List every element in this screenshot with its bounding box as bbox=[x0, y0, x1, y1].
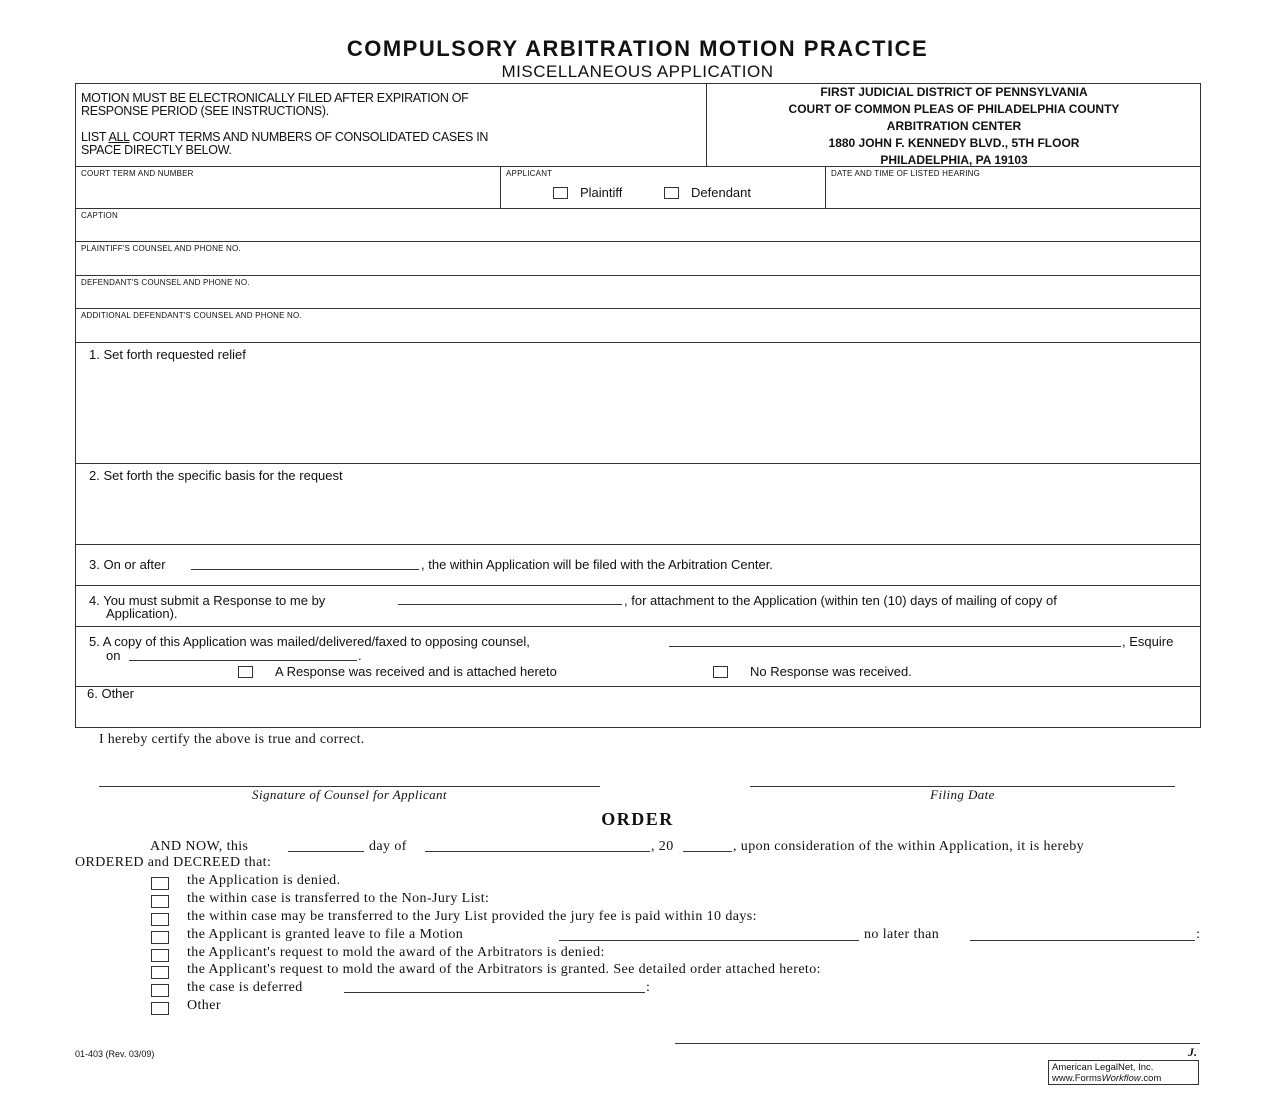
opposing-counsel-field[interactable] bbox=[669, 646, 1121, 647]
requested-relief-field[interactable] bbox=[78, 366, 1198, 460]
filing-date-label: Filing Date bbox=[930, 787, 995, 802]
order-checkbox-denied[interactable] bbox=[151, 877, 169, 890]
order-checkbox-motion[interactable] bbox=[151, 931, 169, 944]
order-year-field[interactable] bbox=[683, 851, 732, 852]
no-response-checkbox[interactable] bbox=[713, 666, 728, 678]
order-option-deferred: the case is deferred bbox=[187, 980, 303, 995]
no-response-label: No Response was received. bbox=[750, 664, 912, 679]
court-term-field[interactable] bbox=[78, 179, 498, 207]
order-day-field[interactable] bbox=[288, 851, 364, 852]
court-line4: 1880 JOHN F. KENNEDY BLVD., 5TH FLOOR bbox=[828, 136, 1080, 150]
plaintiff-checkbox[interactable] bbox=[553, 187, 568, 199]
caption-field[interactable] bbox=[78, 220, 1198, 240]
year-text: , 20 bbox=[651, 839, 674, 854]
vendor-line2: www.FormsWorkflow.com bbox=[1052, 1073, 1162, 1084]
item3-post: , the within Application will be filed with the Arbitration Center. bbox=[421, 557, 773, 572]
plaintiff-counsel-label: PLAINTIFF'S COUNSEL AND PHONE NO. bbox=[81, 244, 241, 253]
order-checkbox-mold-granted[interactable] bbox=[151, 966, 169, 979]
ordered-text: ORDERED and DECREED that: bbox=[75, 855, 272, 870]
instructions-line2: RESPONSE PERIOD (SEE INSTRUCTIONS). bbox=[81, 104, 329, 118]
court-line5: PHILADELPHIA, PA 19103 bbox=[880, 153, 1028, 167]
response-date-field[interactable] bbox=[398, 604, 622, 605]
applicant-label: APPLICANT bbox=[506, 169, 553, 178]
order-option-mold-granted: the Applicant's request to mold the award of the Arbitrators is granted. See detailed order attached hereto: bbox=[187, 962, 821, 977]
order-month-field[interactable] bbox=[425, 851, 650, 852]
other-field[interactable] bbox=[78, 702, 1198, 724]
basis-field[interactable] bbox=[78, 487, 1198, 541]
order-option-denied: the Application is denied. bbox=[187, 873, 341, 888]
plaintiff-counsel-field[interactable] bbox=[78, 253, 1198, 273]
form-title: COMPULSORY ARBITRATION MOTION PRACTICE bbox=[346, 36, 929, 61]
court-line2: COURT OF COMMON PLEAS OF PHILADELPHIA COUNTY bbox=[788, 102, 1120, 116]
item6-label: 6. Other bbox=[87, 686, 134, 701]
item5-on: on bbox=[106, 648, 121, 663]
defendant-checkbox[interactable] bbox=[664, 187, 679, 199]
order-checkbox-other[interactable] bbox=[151, 1002, 169, 1015]
order-option-other: Other bbox=[187, 998, 221, 1013]
item5-esquire: , Esquire bbox=[1122, 634, 1174, 649]
order-option-motion: the Applicant is granted leave to file a Motion bbox=[187, 927, 464, 942]
instructions-line1: MOTION MUST BE ELECTRONICALLY FILED AFTER EXPIRATION OF bbox=[81, 91, 469, 105]
item1-label: 1. Set forth requested relief bbox=[89, 347, 246, 362]
court-line1: FIRST JUDICIAL DISTRICT OF PENNSYLVANIA bbox=[820, 85, 1088, 99]
order-option-jury: the within case may be transferred to the Jury List provided the jury fee is paid within 10 days: bbox=[187, 909, 757, 924]
item4-pre: 4. You must submit a Response to me by bbox=[89, 593, 326, 608]
form-number: 01-403 (Rev. 03/09) bbox=[75, 1049, 155, 1059]
hearing-label: DATE AND TIME OF LISTED HEARING bbox=[831, 169, 981, 178]
order-checkbox-nonjury[interactable] bbox=[151, 895, 169, 908]
response-received-label: A Response was received and is attached hereto bbox=[275, 664, 557, 679]
instructions-line3: LIST ALL COURT TERMS AND NUMBERS OF CONSOLIDATED CASES IN bbox=[81, 130, 489, 144]
judge-signature-line[interactable] bbox=[675, 1043, 1200, 1044]
and-now-text: AND NOW, this bbox=[150, 839, 249, 854]
vendor-line1: American LegalNet, Inc. bbox=[1052, 1062, 1154, 1073]
caption-label: CAPTION bbox=[81, 211, 118, 220]
item5-pre: 5. A copy of this Application was mailed/delivered/faxed to opposing counsel, bbox=[89, 634, 530, 649]
item3-pre: 3. On or after bbox=[89, 557, 166, 572]
order-option-mold-denied: the Applicant's request to mold the award of the Arbitrators is denied: bbox=[187, 945, 605, 960]
order-checkbox-mold-denied[interactable] bbox=[151, 949, 169, 962]
order-heading: ORDER bbox=[601, 809, 674, 829]
deferred-field[interactable] bbox=[344, 992, 645, 993]
response-received-checkbox[interactable] bbox=[238, 666, 253, 678]
order-checkbox-deferred[interactable] bbox=[151, 984, 169, 997]
order-checkbox-jury[interactable] bbox=[151, 913, 169, 926]
consideration-text: , upon consideration of the within Application, it is hereby bbox=[733, 839, 1084, 854]
mailed-date-field[interactable] bbox=[129, 660, 357, 661]
motion-colon: : bbox=[1196, 927, 1200, 942]
item4-post: , for attachment to the Application (within ten (10) days of mailing of copy of bbox=[624, 593, 1057, 608]
defendant-counsel-field[interactable] bbox=[78, 287, 1198, 307]
instructions bbox=[81, 92, 488, 157]
item2-label: 2. Set forth the specific basis for the request bbox=[89, 468, 343, 483]
motion-type-field[interactable] bbox=[559, 940, 859, 941]
day-of-text: day of bbox=[369, 839, 407, 854]
no-later-than-text: no later than bbox=[864, 927, 940, 942]
court-term-label: COURT TERM AND NUMBER bbox=[81, 169, 194, 178]
court-line3: ARBITRATION CENTER bbox=[886, 119, 1022, 133]
signature-label: Signature of Counsel for Applicant bbox=[252, 787, 447, 802]
certify-text: I hereby certify the above is true and correct. bbox=[99, 732, 365, 747]
form-subtitle: MISCELLANEOUS APPLICATION bbox=[501, 62, 774, 81]
instructions-line4: SPACE DIRECTLY BELOW. bbox=[81, 143, 232, 157]
additional-counsel-label: ADDITIONAL DEFENDANT'S COUNSEL AND PHONE NO. bbox=[81, 311, 302, 320]
order-option-nonjury: the within case is transferred to the Non-Jury List: bbox=[187, 891, 490, 906]
additional-counsel-field[interactable] bbox=[78, 320, 1198, 340]
item5-dot: . bbox=[358, 648, 362, 663]
defendant-label: Defendant bbox=[691, 185, 751, 200]
hearing-field[interactable] bbox=[828, 179, 1198, 207]
item4-line2: Application). bbox=[106, 606, 178, 621]
plaintiff-label: Plaintiff bbox=[580, 185, 623, 200]
court-address bbox=[707, 84, 1201, 169]
file-date-field[interactable] bbox=[191, 569, 419, 570]
defendant-counsel-label: DEFENDANT'S COUNSEL AND PHONE NO. bbox=[81, 278, 250, 287]
motion-deadline-field[interactable] bbox=[970, 940, 1195, 941]
deferred-colon: : bbox=[646, 980, 650, 995]
judge-label: J. bbox=[1188, 1045, 1197, 1059]
vendor-text bbox=[1052, 1062, 1161, 1084]
